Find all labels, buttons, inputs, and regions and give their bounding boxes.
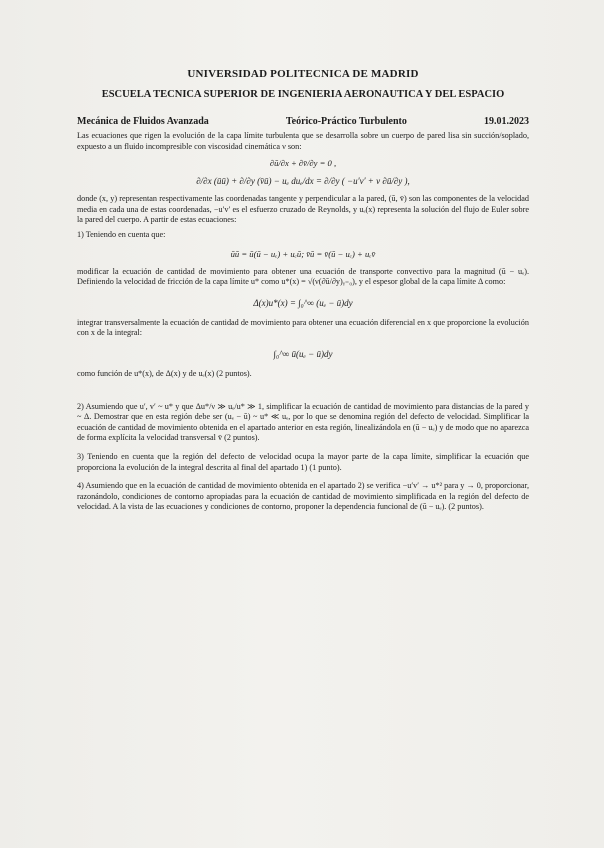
question-2: 2) Asumiendo que u′, v′ ~ u* y que Δu*/ν ≫ uₑ/u* ≫ 1, simplificar la ecuación de cantidad de movimiento para distancias de la pared y ~ Δ. Demostrar que en esta región debe ser (uₑ − ū) ~ u* ≪ uₑ, por lo que se denomina región del defecto de velocidad. Simplificar la ecuación de cantidad de movimiento obtenida en el apartado anterior en esta región, linealizándola en (ū − uₑ) y de modo que no aparezca de forma explícita la velocidad transversal v̄ (2 puntos). bbox=[77, 401, 529, 443]
integral-expression: ∫₀^∞ ū(uₑ − ū)dy bbox=[273, 348, 333, 359]
course-line bbox=[77, 116, 529, 127]
question-1-text: modificar la ecuación de cantidad de movimiento para obtener una ecuación de transporte convectivo para la magnitud (ū − uₑ). Definiendo la velocidad de fricción de la capa límite u* como u*(x) = √(ν(∂ū/∂y)ᵧ₌₀), y el espesor global de la capa límite Δ como: bbox=[77, 266, 529, 287]
exam-date: 19.01.2023 bbox=[484, 116, 529, 127]
intro-paragraph: Las ecuaciones que rigen la evolución de la capa límite turbulenta que se desarrolla sobre un cuerpo de pared lisa sin succión/soplado, expuesto a un fluido incompresible con viscosidad cinemática ν son: bbox=[77, 131, 529, 151]
question-3: 3) Teniendo en cuenta que la región del defecto de velocidad ocupa la mayor parte de la capa límite, simplificar la ecuación que proporciona la evolución de la integral descrita al final del apartado 1) (1 punto). bbox=[77, 451, 529, 472]
university-title: UNIVERSIDAD POLITECNICA DE MADRID bbox=[187, 68, 419, 80]
school-title: ESCUELA TECNICA SUPERIOR DE INGENIERIA AERONAUTICA Y DEL ESPACIO bbox=[101, 89, 505, 100]
delta-definition-equation: Δ(x)u*(x) = ∫₀^∞ (uₑ − ū)dy bbox=[253, 297, 353, 308]
course-name: Mecánica de Fluidos Avanzada bbox=[77, 116, 209, 127]
question-1-text-2: integrar transversalmente la ecuación de cantidad de movimiento para obtener una ecuación diferencial en x que proporcione la evolución con x de la integral: bbox=[77, 317, 529, 338]
momentum-equation: ∂/∂x (ūū) + ∂/∂y (v̄ū) − uₑ duₑ/dx = ∂/∂y ( −u′v′ + ν ∂ū/∂y ), bbox=[196, 176, 410, 187]
question-4: 4) Asumiendo que en la ecuación de cantidad de movimiento obtenida en el apartado 2) se verifica −u′v′ → u*² para y → 0, proporcionar, razonándolo, condiciones de contorno apropiadas para la ecuación de cantidad de movimiento simplificada en la región del defecto de velocidad. A la vista de las ecuaciones y condiciones de contorno, proponer la dependencia funcional de (ū − uₑ). (2 puntos). bbox=[77, 481, 529, 512]
question-1-identity: ūū = ū(ū − uₑ) + uₑū; v̄ū = v̄(ū − uₑ) + uₑv̄ bbox=[230, 248, 376, 259]
question-1-lead: 1) Teniendo en cuenta que: bbox=[77, 229, 166, 239]
exam-type: Teórico-Práctico Turbulento bbox=[285, 116, 407, 127]
definitions-paragraph: donde (x, y) representan respectivamente las coordenadas tangente y perpendicular a la pared, (ū, v̄) son las componentes de la velocidad media en cada una de estas coordenadas, −u′v′ es el esfuerzo cruzado de Reynolds, y uₑ(x) representa la solución del flujo de Euler sobre la pared del cuerpo. A partir de estas ecuaciones: bbox=[77, 194, 529, 225]
continuity-equation: ∂ū/∂x + ∂v̄/∂y = 0 , bbox=[269, 158, 337, 169]
exam-content bbox=[77, 68, 529, 513]
question-1-text-3: como función de u*(x), de Δ(x) y de uₑ(x) (2 puntos). bbox=[77, 368, 252, 378]
